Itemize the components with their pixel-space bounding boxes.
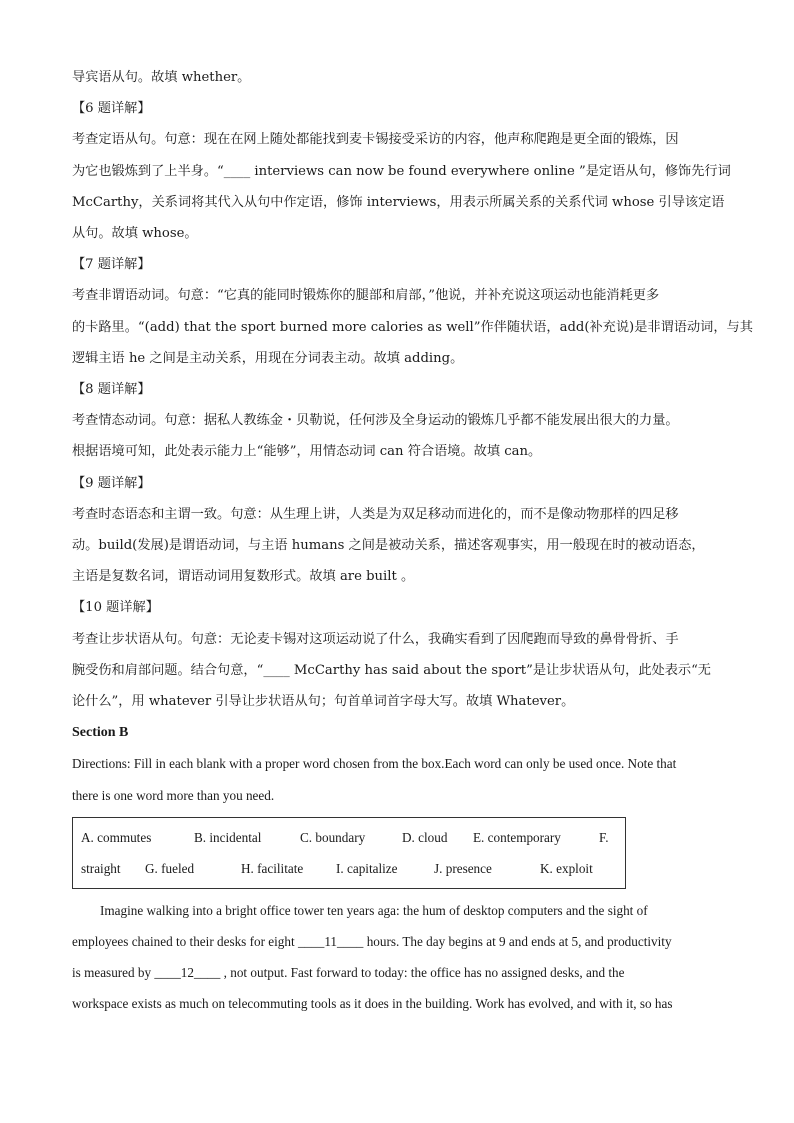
question-8-heading: 【8 题详解】: [72, 382, 151, 398]
word-option: D. cloud: [402, 829, 448, 845]
word-option: straight: [81, 860, 121, 876]
answer-line: 逻辑主语 he 之间是主动关系，用现在分词表主动。故填 adding。: [72, 350, 464, 366]
answer-line: McCarthy，关系词将其代入从句中作定语，修饰 interviews，用表示所属关系的关系代词 whose 引导该定语: [72, 194, 725, 210]
document-page: [72, 62, 753, 1020]
word-option: E. contemporary: [473, 829, 561, 845]
answer-line: 导宾语从句。故填 whether。: [72, 70, 251, 85]
passage-line: [72, 926, 724, 957]
passage-line: Imagine walking into a bright office tower ten years aga: the hum of desktop computers and the sight of: [100, 902, 648, 918]
answer-line: 根据语境可知，此处表示能力上“能够”，用情态动词 can 符合语境。故填 can。: [72, 444, 542, 460]
word-option: C. boundary: [300, 829, 366, 845]
question-9-heading: 【9 题详解】: [72, 475, 151, 491]
answer-line: 论什么”，用 whatever 引导让步状语从句；句首单词首字母大写。故填 Whatever。: [72, 694, 575, 710]
question-10-heading: 【10 题详解】: [72, 600, 159, 616]
blank-11: ____11____: [297, 934, 364, 950]
answer-line: 为它也锻炼到了上半身。“____ interviews can now be found everywhere online ”是定语从句，修饰先行词: [72, 163, 731, 179]
section-b-title: Section B: [72, 725, 129, 741]
directions-line: Directions: Fill in each blank with a proper word chosen from the box.Each word can only be used once. Note that: [72, 756, 677, 772]
word-bank-box: [72, 817, 626, 889]
word-bank-row: [81, 822, 617, 853]
word-option: H. facilitate: [241, 860, 304, 876]
answer-line: 动。build(发展)是谓语动词，与主语 humans 之间是被动关系，描述客观事实，用一般现在时的被动语态，: [72, 538, 705, 554]
passage-line: [72, 957, 724, 988]
answer-line: 主语是复数名词，谓语动词用复数形式。故填 are built 。: [72, 569, 415, 585]
word-option: A. commutes: [81, 829, 152, 845]
word-option: I. capitalize: [336, 860, 398, 876]
passage-text: employees chained to their desks for eight: [72, 934, 298, 950]
word-option: B. incidental: [194, 829, 262, 845]
answer-line: 从句。故填 whose。: [72, 226, 198, 242]
answer-line: 的卡路里。“(add) that the sport burned more calories as well”作伴随状语，add(补充说)是非谓语动词，与其: [72, 319, 753, 335]
answer-line: 腕受伤和肩部问题。结合句意，“____ McCarthy has said about the sport”是让步状语从句，此处表示“无: [72, 662, 711, 678]
passage-line: workspace exists as much on telecommuting tools as it does in the building. Work has evolved, and with it, so has: [72, 996, 673, 1012]
answer-line: 考查定语从句。句意：现在在网上随处都能找到麦卡锡接受采访的内容，他声称爬跑是更全面的锻炼，因: [72, 132, 679, 148]
answer-line: 考查时态语态和主谓一致。句意：从生理上讲，人类是为双足移动而进化的，而不是像动物那样的四足移: [72, 506, 679, 522]
word-option: J. presence: [434, 860, 492, 876]
word-bank-row: [81, 853, 617, 884]
word-option: G. fueled: [145, 860, 195, 876]
blank-12: ____12____: [154, 965, 221, 981]
passage-text: is measured by: [72, 965, 155, 981]
word-option: K. exploit: [540, 860, 593, 876]
passage-text: , not output. Fast forward to today: the office has no assigned desks, and the: [220, 965, 625, 981]
directions-line: there is one word more than you need.: [72, 787, 275, 803]
passage-text: hours. The day begins at 9 and ends at 5, and productivity: [363, 934, 672, 950]
answer-line: 考查情态动词。句意：据私人教练金・贝勒说，任何涉及全身运动的锻炼几乎都不能发展出很大的力量。: [72, 413, 679, 429]
answer-line: 考查让步状语从句。句意：无论麦卡锡对这项运动说了什么，我确实看到了因爬跑而导致的鼻骨骨折、手: [72, 631, 679, 647]
word-option: F.: [599, 829, 609, 845]
question-7-heading: 【7 题详解】: [72, 257, 151, 273]
answer-line: 考查非谓语动词。句意：“它真的能同时锻炼你的腿部和肩部，”他说，并补充说这项运动也能消耗更多: [72, 288, 660, 304]
question-6-heading: 【6 题详解】: [72, 101, 151, 117]
